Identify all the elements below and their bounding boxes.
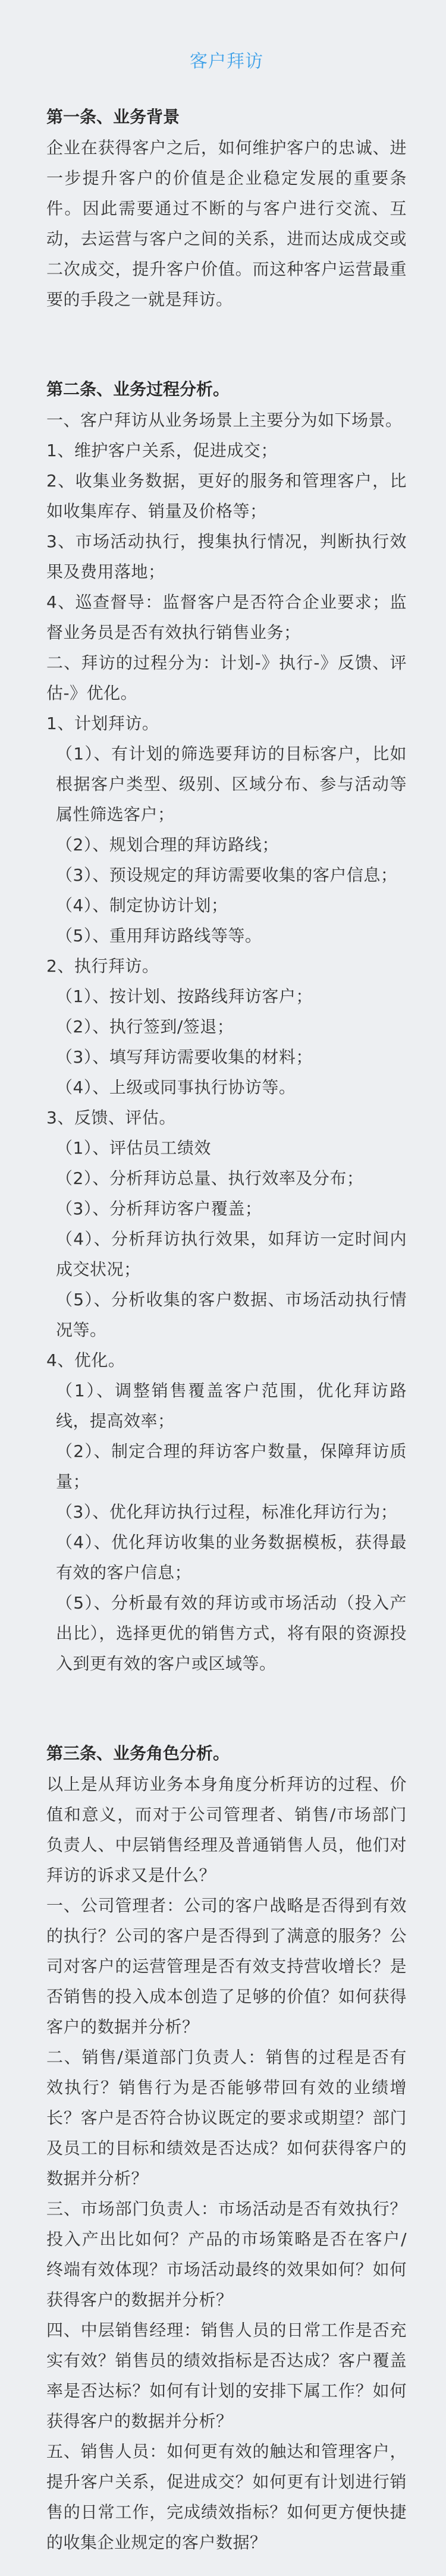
paragraph: （3）、填写拜访需要收集的材料；	[56, 1047, 313, 1067]
paragraph: 二、拜访的过程分为：计划-》执行-》反馈、评估-》优化。	[46, 653, 407, 703]
paragraph: （3）、预设规定的拜访需要收集的客户信息；	[56, 865, 398, 885]
paragraph: 3、市场活动执行，搜集执行情况，判断执行效果及费用落地；	[46, 532, 407, 582]
paragraph: （1）、有计划的筛选要拜访的目标客户，比如根据客户类型、级别、区域分布、参与活动等属性筛选客户；	[56, 744, 407, 824]
paragraph: （1）、调整销售覆盖客户范围，优化拜访路线，提高效率；	[56, 1381, 407, 1431]
paragraph: 1、维护客户关系，促进成交；	[46, 441, 278, 460]
section-3	[46, 1738, 407, 2558]
paragraph: 2、收集业务数据，更好的服务和管理客户，比如收集库存、销量及价格等；	[46, 471, 407, 521]
paragraph: 企业在获得客户之后，如何维护客户的忠诚、进一步提升客户的价值是企业稳定发展的重要条件。因此需要通过不断的与客户进行交流、互动，去运营与客户之间的关系，进而达成成交或二次成交，提升客户价值。而这种客户运营最重要的手段之一就是拜访。	[46, 138, 407, 309]
paragraph: 1、计划拜访。	[46, 714, 159, 733]
paragraph: （1）、按计划、按路线拜访客户；	[56, 987, 313, 1006]
paragraph: 一、公司管理者：公司的客户战略是否得到有效的执行？公司的客户是否得到了满意的服务？公司对客户的运营管理是否有效支持营收增长？是否销售的投入成本创造了足够的价值？如何获得客户的数据并分析？	[46, 1896, 407, 2037]
section-1	[46, 102, 407, 315]
paragraph: （5）、重用拜访路线等等。	[56, 926, 262, 945]
paragraph: （2）、制定合理的拜访客户数量，保障拜访质量；	[56, 1441, 407, 1491]
paragraph: 三、市场部门负责人：市场活动是否有效执行？投入产出比如何？产品的市场策略是否在客户/终端有效体现？市场活动最终的效果如何？如何获得客户的数据并分析？	[46, 2199, 407, 2310]
section-2	[46, 374, 407, 1679]
paragraph: 3、反馈、评估。	[46, 1108, 176, 1127]
section-heading: 第二条、业务过程分析。	[46, 379, 230, 399]
paragraph: （4）、上级或同事执行协访等。	[56, 1077, 296, 1097]
paragraph: 二、销售/渠道部门负责人：销售的过程是否有效执行？销售行为是否能够带回有效的业绩增长？客户是否符合协议既定的要求或期望？部门及员工的目标和绩效是否达成？如何获得客户的数据并分析？	[46, 2047, 407, 2188]
paragraph: （4）、分析拜访执行效果，如拜访一定时间内成交状况；	[56, 1229, 407, 1279]
paragraph: （4）、制定协访计划；	[56, 896, 228, 915]
page-title: 客户拜访	[190, 51, 263, 72]
paragraph: 4、优化。	[46, 1350, 125, 1370]
paragraph: （3）、优化拜访执行过程，标准化拜访行为；	[56, 1502, 398, 1522]
section-body	[46, 1769, 407, 2558]
paragraph: 五、销售人员：如何更有效的触达和管理客户，提升客户关系，促进成交？如何更有计划进行销售的日常工作，完成绩效指标？如何更方便快捷的收集企业规定的客户数据？	[46, 2442, 407, 2552]
paragraph: 2、执行拜访。	[46, 956, 159, 976]
section-body	[46, 405, 407, 1679]
paragraph: 以上是从拜访业务本身角度分析拜访的过程、价值和意义，而对于公司管理者、销售/市场部门负责人、中层销售经理及普通销售人员，他们对拜访的诉求又是什么？	[46, 1774, 407, 1885]
paragraph: （2）、分析拜访总量、执行效率及分布；	[56, 1168, 364, 1188]
paragraph: （3）、分析拜访客户覆盖；	[56, 1199, 262, 1218]
paragraph: （5）、分析最有效的拜访或市场活动（投入产出比），选择更优的销售方式，将有限的资源投入到更有效的客户或区域等。	[56, 1593, 407, 1673]
paragraph: （2）、执行签到/签退；	[56, 1017, 234, 1036]
paragraph: （5）、分析收集的客户数据、市场活动执行情况等。	[56, 1290, 407, 1340]
paragraph: （4）、优化拜访收集的业务数据模板，获得最有效的客户信息；	[56, 1532, 407, 1582]
paragraph: 4、巡查督导：监督客户是否符合企业要求；监督业务员是否有效执行销售业务；	[46, 592, 407, 642]
section-body	[46, 133, 407, 315]
paragraph: （2）、规划合理的拜访路线；	[56, 835, 279, 855]
section-heading: 第三条、业务角色分析。	[46, 1743, 230, 1763]
article-body	[46, 102, 407, 2558]
section-heading: 第一条、业务背景	[46, 107, 180, 127]
paragraph: 一、客户拜访从业务场景上主要分为如下场景。	[46, 410, 403, 430]
paragraph: （1）、评估员工绩效	[56, 1138, 211, 1158]
paragraph: 四、中层销售经理：销售人员的日常工作是否充实有效？销售员的绩效指标是否达成？客户覆盖率是否达标？如何有计划的安排下属工作？如何获得客户的数据并分析？	[46, 2320, 407, 2431]
